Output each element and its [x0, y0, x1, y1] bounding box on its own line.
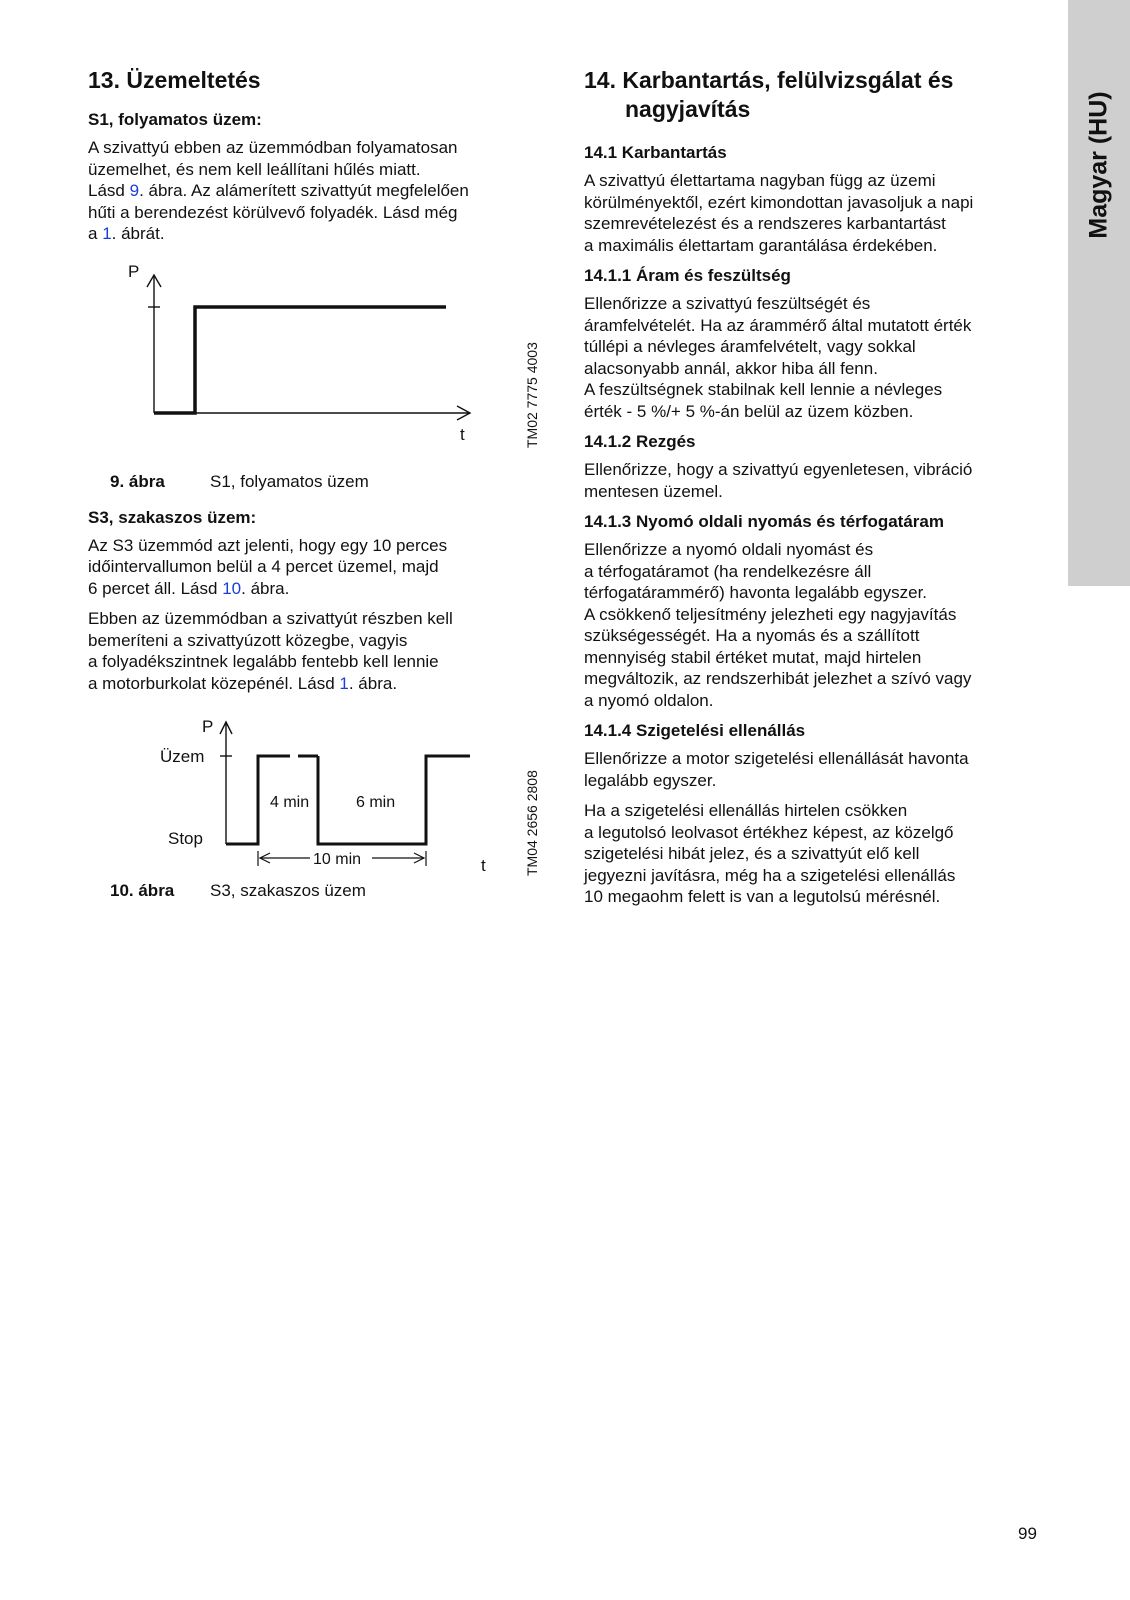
section-number: 13. — [88, 67, 120, 93]
s1-heading: S1, folyamatos üzem: — [88, 110, 262, 129]
s14-1-2-paragraph: Ellenőrizze, hogy a szivattyú egyenletesen, vibráció mentesen üzemel. — [584, 460, 973, 501]
s14-1-3-paragraph: Ellenőrizze a nyomó oldali nyomást és a térfogatáramot (ha rendelkezésre áll térfogatárammérő) havonta legalább egyszer. A csökkenő teljesítmény jelezheti egy nagyjavítás szükségességét. Ha a nyomás és a szállított mennyiség stabil értéket mutat, majd hirtelen megváltozik, az rendszerhibát jelezhet a szívó vagy a nyomó oldalon. — [584, 540, 972, 710]
section-13-heading — [88, 66, 528, 95]
s14-1-paragraph: A szivattyú élettartama nagyban függ az üzemi körülményektől, ezért kimondottan javasoljuk a napi szemrevételezést és a rendszeres karbantartást a maximális élettartam garantálása érdekében. — [584, 171, 974, 255]
s3-heading: S3, szakaszos üzem: — [88, 507, 257, 527]
s14-1-3-heading: 14.1.3 Nyomó oldali nyomás és térfogatáram — [584, 512, 944, 531]
language-tab-label: Magyar (HU) — [1084, 91, 1113, 239]
s14-1-4-heading: 14.1.4 Szigetelési ellenállás — [584, 721, 806, 740]
figure-10 — [88, 716, 540, 886]
s1-paragraph: A szivattyú ebben az üzemmódban folyamatosan üzemelhet, és nem kell leállítani hűlés miatt. Lásd 9. ábra. Az alámerített szivattyút megfelelően hűti a berendezést körülvevő folyadék. Lásd még a 1. ábrát. — [88, 138, 469, 243]
s14-1-1-paragraph: Ellenőrizze a szivattyú feszültségét és áramfelvételét. Ha az árammérő által mutatott érték túllépi a névleges áramfelvételt, vagy sokkal alacsonyabb annál, akkor hiba áll fenn. A feszültségnek stabilnak kell lennie a névleges érték - 5 %/+ 5 %-án belül az üzem közben. — [584, 294, 972, 421]
figure-10-level-off: Stop — [168, 829, 203, 848]
figure-10-off-duration: 6 min — [356, 794, 396, 811]
figure-1-link-2[interactable]: 1 — [339, 673, 349, 693]
figure-10-code: TM04 2656 2808 — [524, 770, 540, 876]
figure-10-level-on: Üzem — [160, 747, 205, 766]
figure-9-link[interactable]: 9 — [129, 181, 140, 200]
figure-9 — [88, 264, 540, 483]
figure-10-link[interactable]: 10 — [222, 578, 242, 598]
s14-1-1-heading: 14.1.1 Áram és feszültség — [584, 266, 791, 285]
s14-1-4-paragraph-1: Ellenőrizze a motor szigetelési ellenállását havonta legalább egyszer. — [584, 749, 969, 790]
section-14-heading: 14. Karbantartás, felülvizsgálat és nagyjavítás — [584, 67, 954, 122]
s3-paragraph-2: Ebben az üzemmódban a szivattyút részben kell bemeríteni a szivattyúzott közegbe, vagyis a folyadékszintnek legalább fentebb kell lennie a motorburkolat közepénél. Lásd 1. ábra. — [88, 609, 453, 693]
figure-9-y-label: P — [128, 264, 140, 281]
figure-9-chart — [88, 265, 538, 477]
s14-1-2-heading: 14.1.2 Rezgés — [584, 432, 696, 451]
figure-10-on-duration: 4 min — [270, 794, 310, 811]
s14-1-heading: 14.1 Karbantartás — [584, 143, 727, 162]
figure-10-y-label: P — [202, 717, 214, 736]
figure-9-caption: 9. ábra S1, folyamatos üzem — [110, 471, 369, 491]
right-column — [584, 66, 1044, 917]
figure-9-code: TM02 7775 4003 — [524, 341, 540, 448]
left-column — [88, 66, 540, 916]
language-tab — [1068, 0, 1130, 586]
figure-9-x-label: t — [460, 424, 465, 444]
figure-10-caption: 10. ábra S3, szakaszos üzem — [110, 881, 366, 900]
figure-10-chart — [88, 716, 538, 882]
s3-paragraph-1: Az S3 üzemmód azt jelenti, hogy egy 10 perces időintervallumon belül a 4 percet üzemel, majd 6 percet áll. Lásd 10. ábra. — [88, 535, 448, 598]
section-title: Üzemeltetés — [126, 67, 261, 93]
figure-10-cycle: 10 min — [313, 851, 362, 868]
page-number: 99 — [1018, 1524, 1037, 1543]
figure-1-link[interactable]: 1 — [102, 224, 112, 243]
figure-10-x-label: t — [481, 856, 486, 875]
s14-1-4-paragraph-2: Ha a szigetelési ellenállás hirtelen csökken a legutolsó leolvasot értékhez képest, az közelgő szigetelési hibát jelez, és a szivattyút elő kell jegyezni javításra, még ha a szigetelési ellenállás 10 megaohm felett is van a legutolsú mérésnél. — [584, 801, 956, 906]
